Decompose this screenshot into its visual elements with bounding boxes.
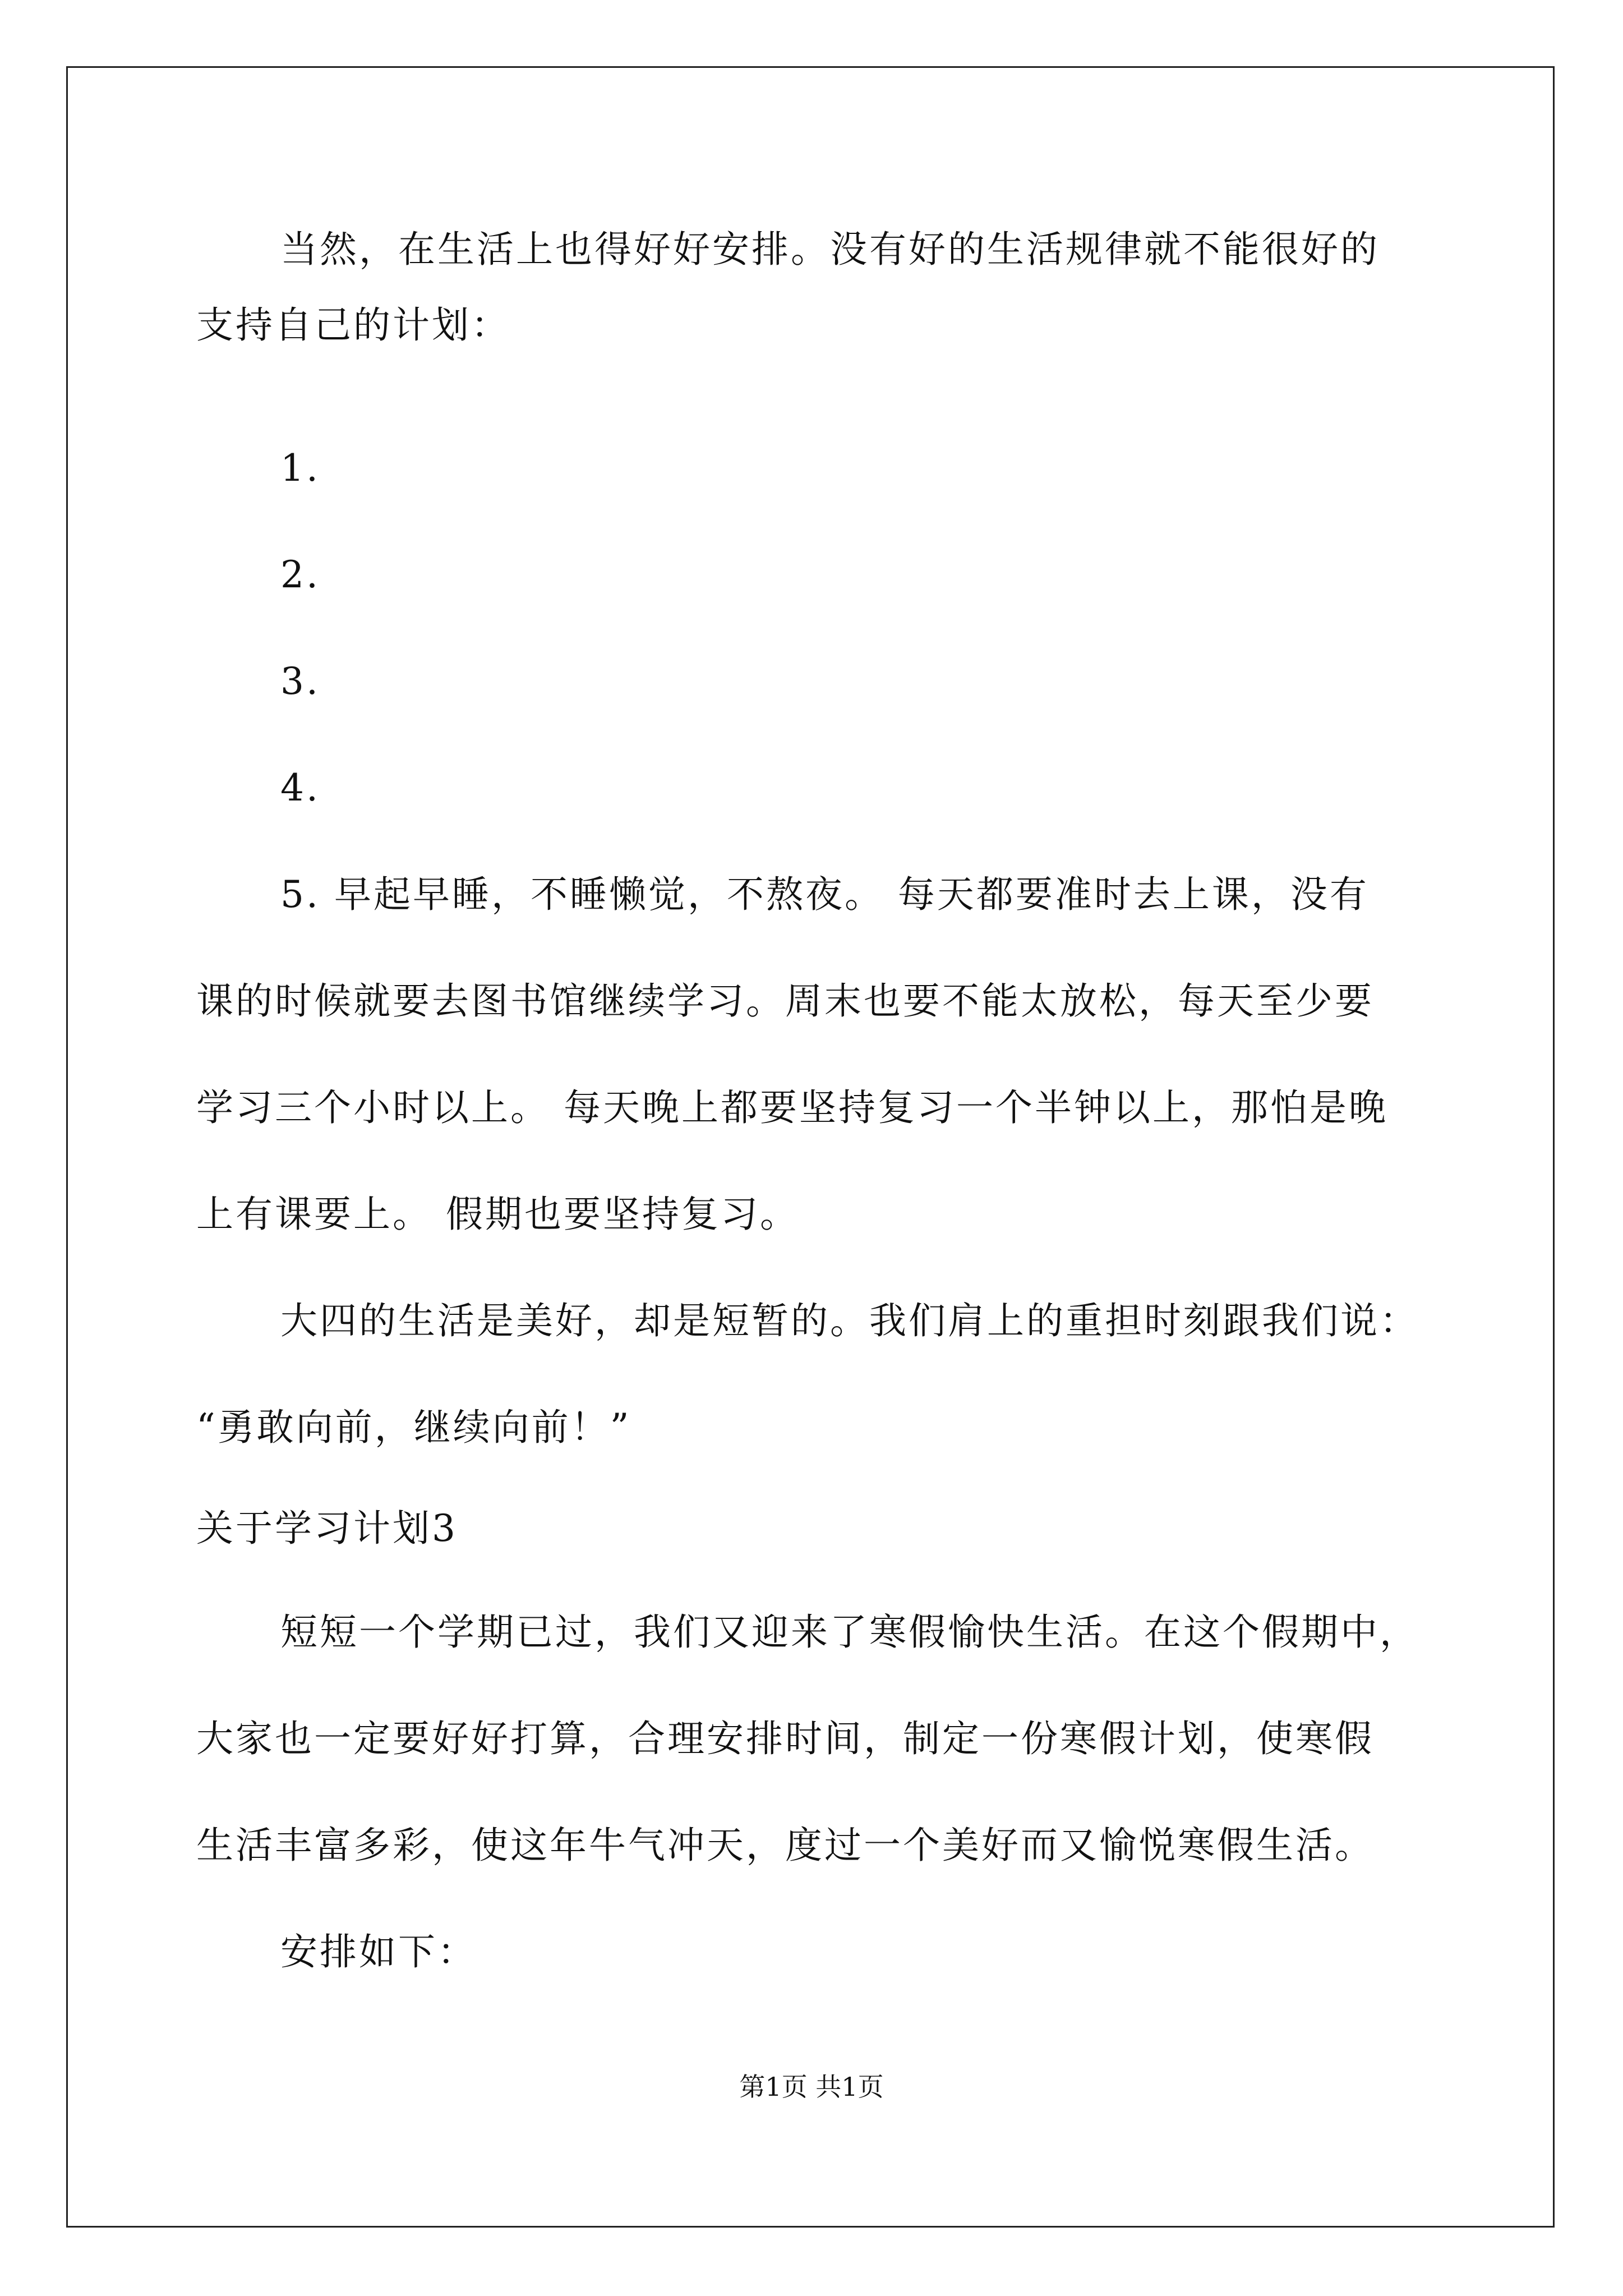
paragraph-3-line-3: 生活丰富多彩，使这年牛气冲天，度过一个美好而又愉悦寒假生活。 bbox=[196, 1824, 1374, 1867]
list-item-2: 2. bbox=[280, 553, 320, 596]
list-item-1: 1. bbox=[280, 447, 320, 490]
page-footer: 第1页 共1页 bbox=[739, 2072, 884, 2102]
paragraph-3-line-1: 短短一个学期已过，我们又迎来了寒假愉快生活。在这个假期中， bbox=[280, 1611, 1419, 1654]
paragraph-2-line-2: “勇敢向前，继续向前！” bbox=[196, 1406, 631, 1449]
paragraph-1-line-1: 当然，在生活上也得好好安排。没有好的生活规律就不能很好的 bbox=[280, 228, 1380, 271]
paragraph-3-line-2: 大家也一定要好好打算，合理安排时间，制定一份寒假计划，使寒假 bbox=[196, 1717, 1374, 1760]
page-border bbox=[66, 66, 1555, 2228]
paragraph-2-line-1: 大四的生活是美好，却是短暂的。我们肩上的重担时刻跟我们说： bbox=[280, 1299, 1419, 1342]
list-item-3: 3. bbox=[280, 660, 320, 703]
list-item-5-line-1: 5. 早起早睡，不睡懒觉，不熬夜。 每天都要准时去上课，没有 bbox=[280, 873, 1369, 916]
list-item-5-line-3: 学习三个小时以上。 每天晚上都要坚持复习一个半钟以上，那怕是晚 bbox=[196, 1086, 1388, 1129]
list-item-5-line-2: 课的时候就要去图书馆继续学习。周末也要不能太放松，每天至少要 bbox=[196, 979, 1374, 1023]
list-item-4: 4. bbox=[280, 766, 320, 809]
paragraph-4: 安排如下： bbox=[280, 1930, 477, 1973]
paragraph-1-line-2: 支持自己的计划： bbox=[196, 303, 510, 347]
section-heading: 关于学习计划3 bbox=[196, 1507, 458, 1550]
list-item-5-line-4: 上有课要上。 假期也要坚持复习。 bbox=[196, 1193, 799, 1236]
